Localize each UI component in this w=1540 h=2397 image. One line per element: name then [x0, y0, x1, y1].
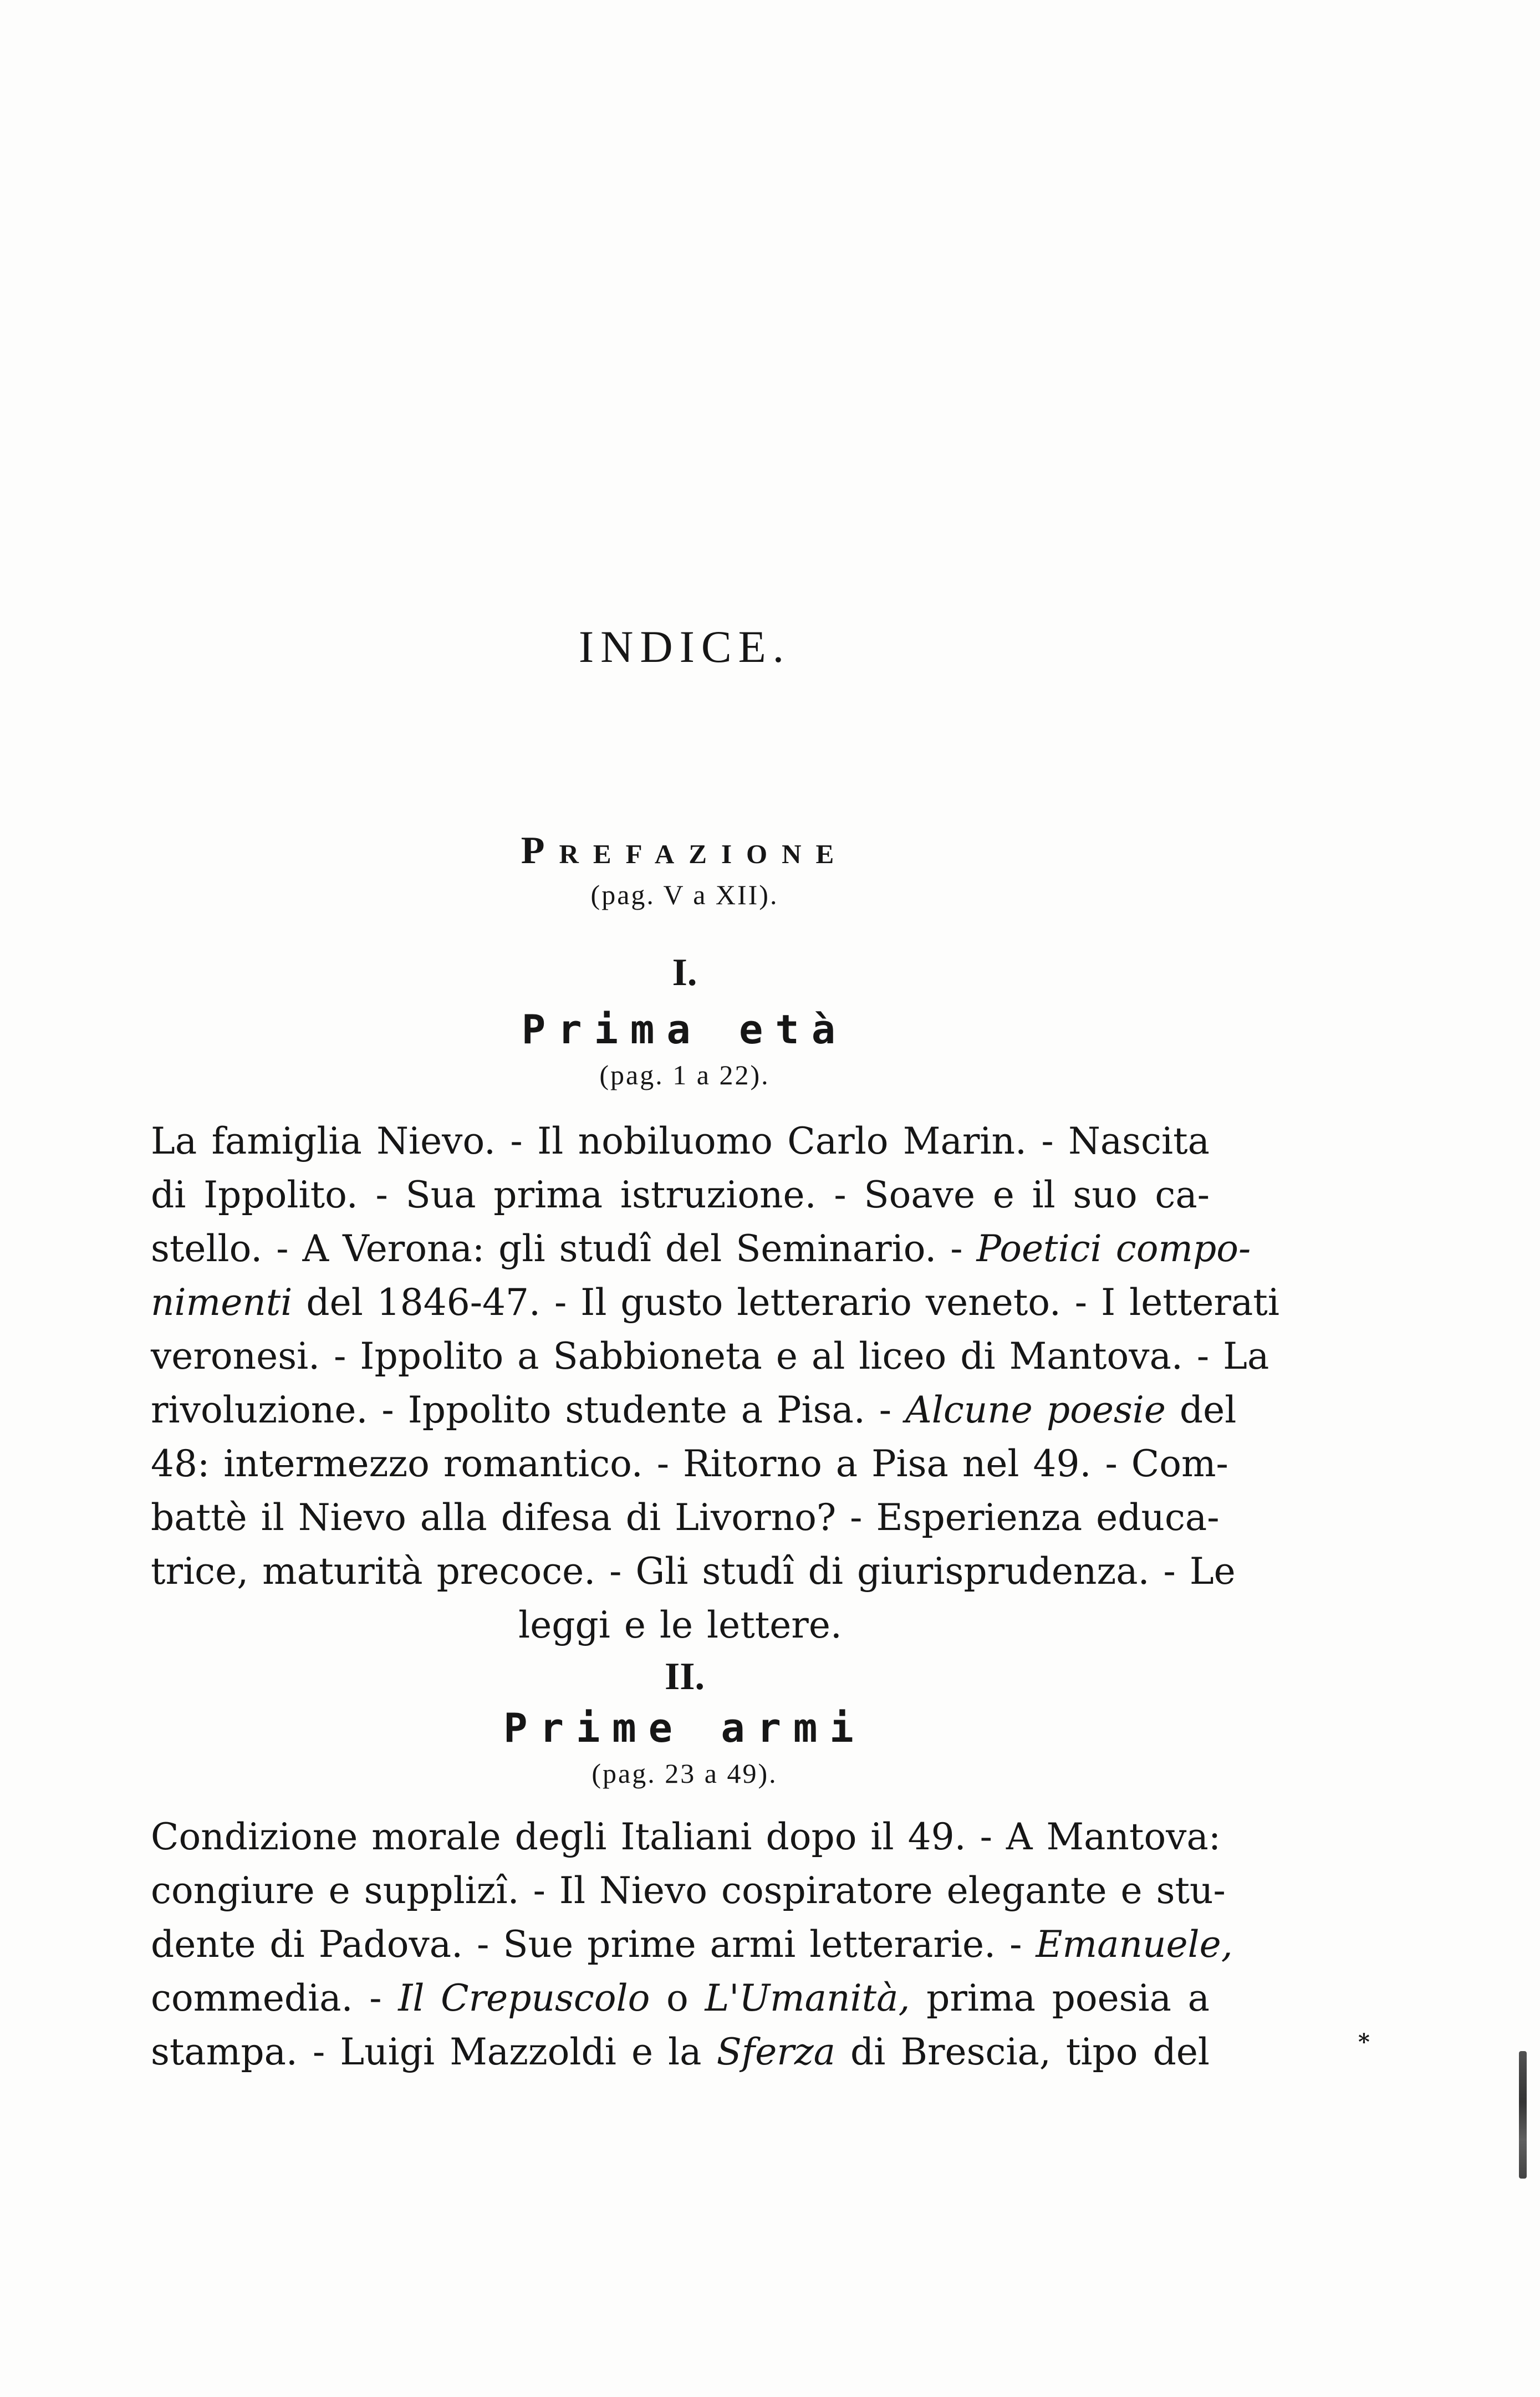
summary-line: leggi e le lettere. [518, 1604, 842, 1646]
summary-line: commedia. - Il Crepuscolo o L'Umanità, prima poesia a [151, 1977, 1210, 2019]
summary-line: 48: intermezzo romantico. - Ritorno a Pisa nel 49. - Com- [151, 1442, 1228, 1485]
chapter-1-title: Prima età [521, 1006, 848, 1053]
chapter-2-title: Prime armi [503, 1705, 866, 1751]
summary-line: congiure e supplizî. - Il Nievo cospiratore elegante e stu- [151, 1869, 1226, 1912]
chapter-2-summary [151, 1810, 1233, 2079]
summary-line: battè il Nievo alla difesa di Livorno? - Esperienza educa- [151, 1496, 1220, 1539]
chapter-1-pages: (pag. 1 a 22). [599, 1059, 770, 1090]
preface-pages: (pag. V a XII). [590, 879, 779, 910]
summary-line: La famiglia Nievo. - Il nobiluomo Carlo Marin. - Nascita [151, 1120, 1210, 1162]
summary-line: veronesi. - Ippolito a Sabbioneta e al liceo di Mantova. - La [151, 1335, 1269, 1378]
summary-line: trice, maturità precoce. - Gli studî di giurisprudenza. - Le [151, 1550, 1236, 1593]
summary-line: di Ippolito. - Sua prima istruzione. - Soave e il suo ca- [151, 1174, 1210, 1216]
page-signature-mark: * [1358, 2029, 1370, 2055]
summary-line: dente di Padova. - Sue prime armi letterarie. - Emanuele, [151, 1923, 1233, 1966]
summary-line: stampa. - Luigi Mazzoldi e la Sferza di Brescia, tipo del [151, 2031, 1210, 2073]
summary-line: nimenti del 1846-47. - Il gusto letterario veneto. - I letterati [151, 1281, 1279, 1324]
page-edge-mark [1519, 2051, 1527, 2179]
chapter-2-number: II. [665, 1655, 705, 1698]
page-title: INDICE. [578, 621, 791, 672]
summary-line: Condizione morale degli Italiani dopo il 49. - A Mantova: [151, 1815, 1221, 1858]
preface-heading: Prefazione [521, 829, 849, 872]
chapter-1-number: I. [672, 951, 697, 994]
summary-line: rivoluzione. - Ippolito studente a Pisa. - Alcune poesie del [151, 1389, 1237, 1431]
chapter-2-pages: (pag. 23 a 49). [591, 1758, 778, 1789]
chapter-1-summary [151, 1114, 1279, 1652]
summary-line: stello. - A Verona: gli studî del Seminario. - Poetici compo- [151, 1227, 1251, 1270]
